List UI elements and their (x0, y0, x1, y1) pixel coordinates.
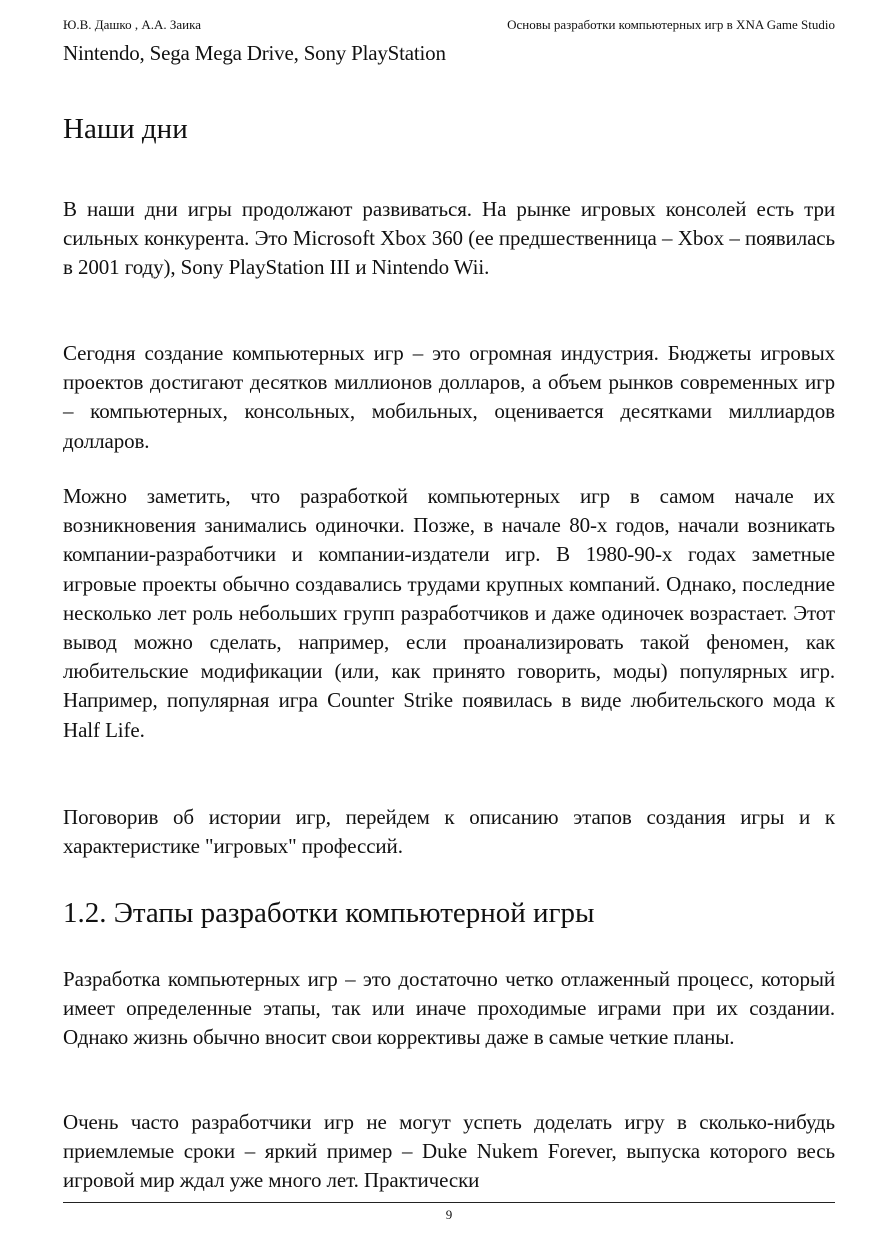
document-page (63, 0, 835, 1241)
section-heading-ours: Наши дни (63, 113, 188, 145)
paragraph-deadlines: Очень часто разработчики игр не могут успеть доделать игру в сколько-нибудь приемлемые сроки – яркий пример – Duke Nukem Forever, выпуска которого весь игровой мир ждал уже много лет. Практически (63, 1110, 835, 1193)
continuation-line: Nintendo, Sega Mega Drive, Sony PlayStation (63, 41, 446, 65)
footer-divider (63, 1202, 835, 1203)
paragraph-consoles: В наши дни игры продолжают развиваться. На рынке игровых консолей есть три сильных конкурента. Это Microsoft Xbox 360 (ее предшественница – Xbox – появилась в 2001 году), Sony PlayStation III и Nintendo Wii. (63, 197, 835, 280)
running-header (63, 17, 835, 33)
header-book-title: Основы разработки компьютерных игр в XNA Game Studio (507, 17, 835, 32)
paragraph-history: Можно заметить, что разработкой компьютерных игр в самом начале их возникновения занимались одиночки. Позже, в начале 80-х годов, начали возникать компании-разработчики и компании-издатели игр. В 1980-90-х годах заметные игровые проекты обычно создавались трудами крупных компаний. Однако, последние несколько лет роль небольших групп разработчиков и даже одиночек возрастает. Этот вывод можно сделать, например, если проанализировать такой феномен, как любительские модификации (или, как принято говорить, моды) популярных игр. Например, популярная игра Counter Strike появилась в виде любительского мода к Half Life. (63, 484, 835, 742)
paragraph-industry: Сегодня создание компьютерных игр – это огромная индустрия. Бюджеты игровых проектов достигают десятков миллионов долларов, а объем рынков современных игр – компьютерных, консольных, мобильных, оценивается десятками миллиардов долларов. (63, 341, 835, 453)
paragraph-transition: Поговорив об истории игр, перейдем к описанию этапов создания игры и к характеристике "игровых" профессий. (63, 805, 835, 859)
page-number: 9 (445, 1207, 453, 1222)
header-authors: Ю.В. Дашко , А.А. Заика (63, 17, 201, 32)
paragraph-stages-intro: Разработка компьютерных игр – это достаточно четко отлаженный процесс, который имеет определенные этапы, так или иначе проходимые играми при их создании. Однако жизнь обычно вносит свои коррективы даже в самые четкие планы. (63, 967, 835, 1050)
section-heading-stages: 1.2. Этапы разработки компьютерной игры (63, 897, 595, 929)
